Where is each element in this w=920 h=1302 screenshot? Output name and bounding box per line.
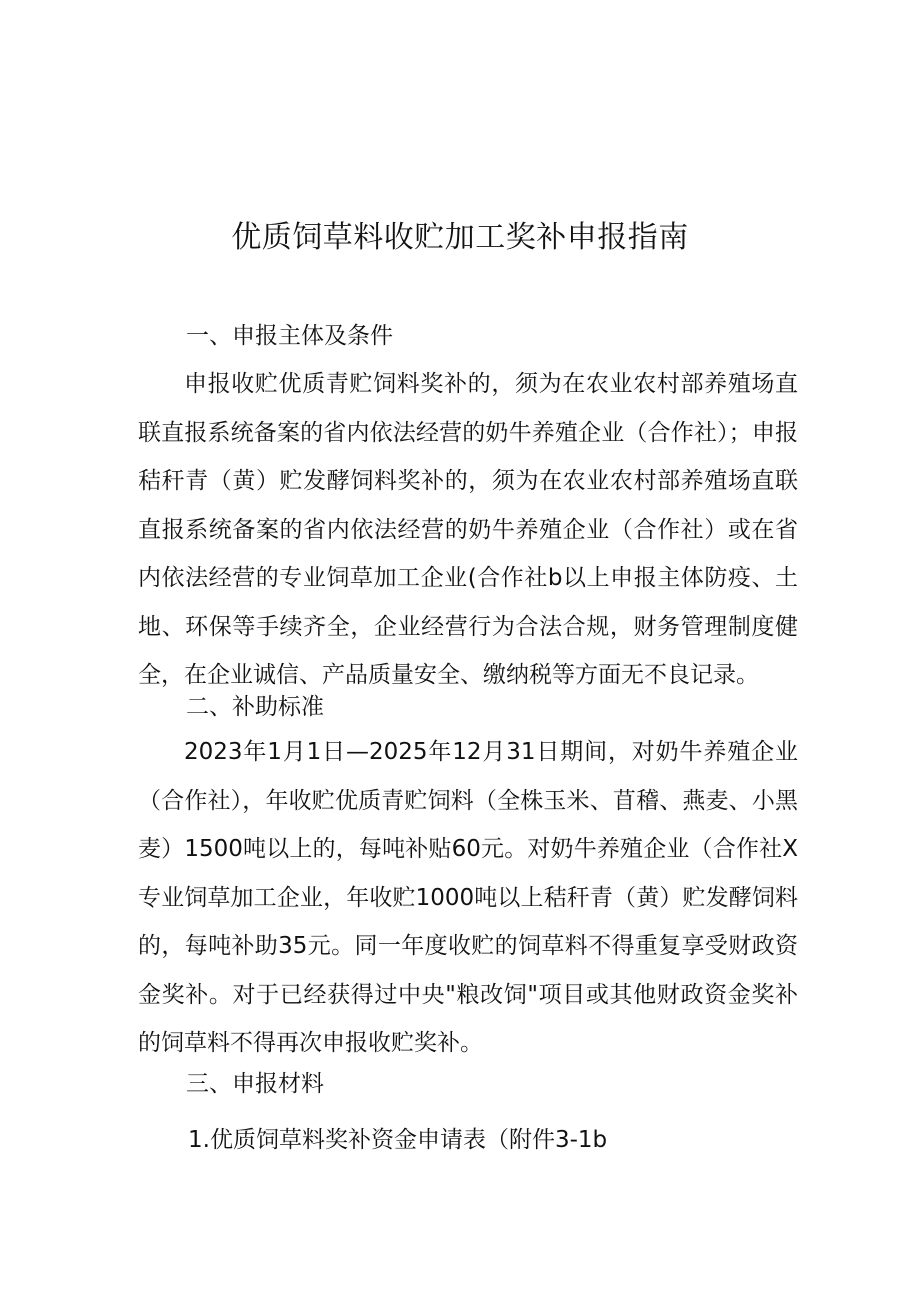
list-item-application-form: 1.优质饲草料奖补资金申请表（附件3-1b [188, 1127, 608, 1153]
section-heading-subsidy-standard: 二、补助标准 [186, 694, 324, 720]
paragraph-eligibility: 申报收贮优质青贮饲料奖补的，须为在农业农村部养殖场直联直报系统备案的省内依法经营的奶牛养殖企业（合作社）；申报秸秆青（黄）贮发酵饲料奖补的，须为在农业农村部养殖场直联直报系统备案的省内依法经营的奶牛养殖企业（合作社）或在省内依法经营的专业饲草加工企业(合作社b以上申报主体防疫、土地、环保等手续齐全，企业经营行为合法合规，财务管理制度健全，在企业诚信、产品质量安全、缴纳税等方面无不良记录。 [138, 371, 798, 688]
paragraph-subsidy-standard: 2023年1月1日—2025年12月31日期间，对奶牛养殖企业（合作社），年收贮优质青贮饲料（全株玉米、苜稽、燕麦、小黑麦）1500吨以上的，每吨补贴60元。对奶牛养殖企业（合作社X专业饲草加工企业，年收贮1000吨以上秸秆青（黄）贮发酵饲料的，每吨补助35元。同一年度收贮的饲草料不得重复享受财政资金奖补。对于已经获得过中央"粮改饲"项目或其他财政资金奖补的饲草料不得再次申报收贮奖补。 [138, 739, 798, 1056]
section-heading-materials: 三、申报材料 [186, 1071, 324, 1097]
section-heading-eligibility: 一、申报主体及条件 [186, 323, 393, 349]
section-body-subsidy-standard [138, 728, 798, 1068]
section-body-eligibility [138, 360, 798, 700]
document-title: 优质饲草料收贮加工奖补申报指南 [231, 220, 689, 255]
